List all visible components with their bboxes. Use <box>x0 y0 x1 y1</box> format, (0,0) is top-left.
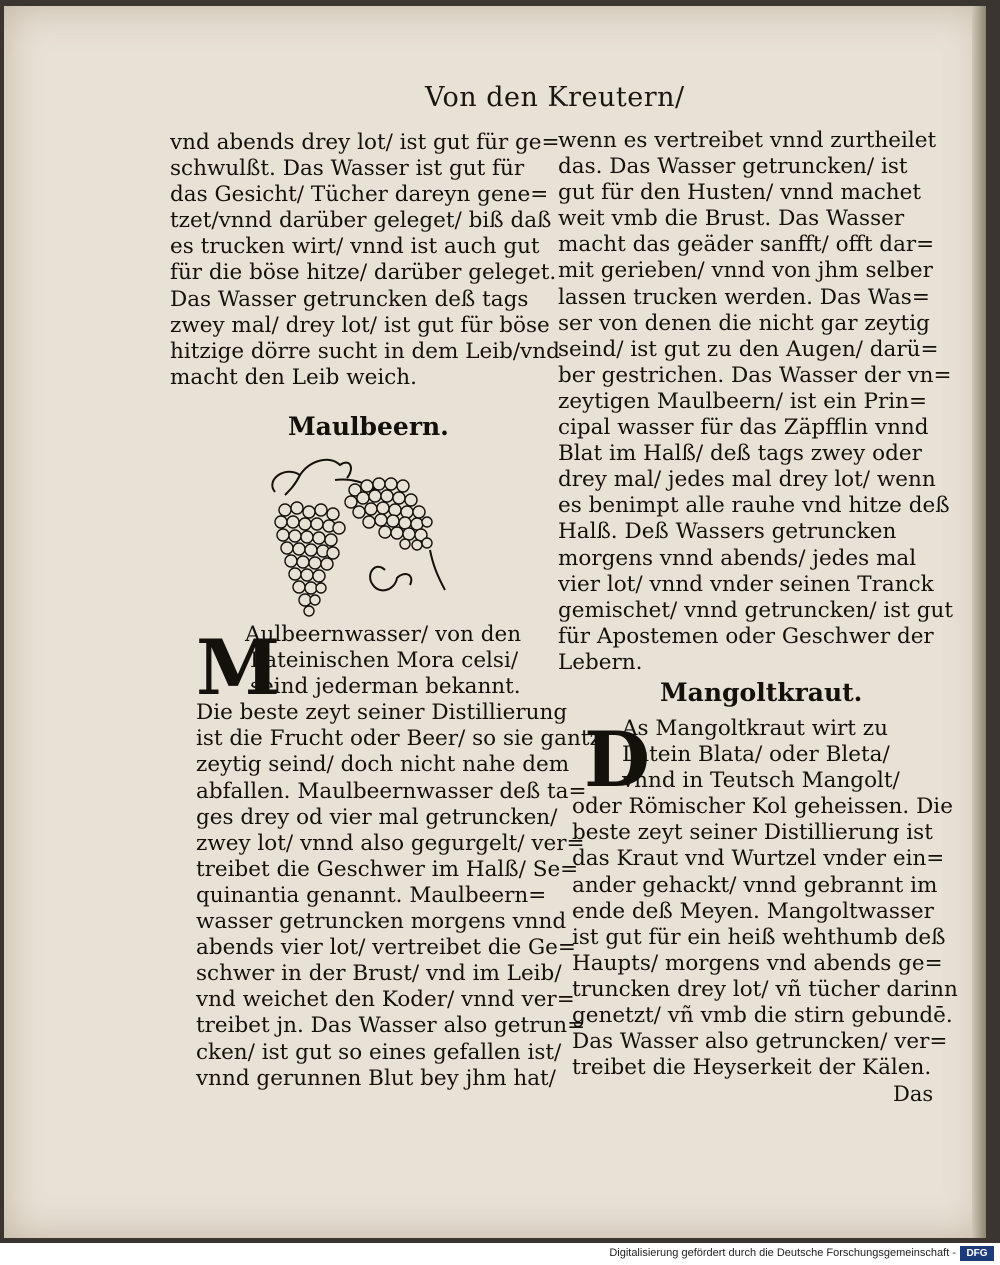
text-line: gut für den Husten/ vnnd machet <box>558 180 921 206</box>
text-line: abfallen. Maulbeernwasser deß ta= <box>196 778 587 804</box>
text-line: für Apostemen oder Geschwer der <box>558 623 934 649</box>
text-line: abends vier lot/ vertreibet die Ge= <box>196 935 576 961</box>
text-line: es benimpt alle rauhe vnd hitze deß <box>558 493 950 519</box>
text-line: ges drey od vier mal getruncken/ <box>196 804 558 830</box>
text-line: das. Das Wasser getruncken/ ist <box>558 154 908 180</box>
left-column-top <box>170 130 560 391</box>
page-edge <box>972 6 986 1238</box>
text-line: quinantia genannt. Maulbeern= <box>196 882 547 908</box>
text-line: cken/ ist gut so eines gefallen ist/ <box>196 1039 562 1065</box>
dfg-logo: DFG <box>960 1246 994 1261</box>
text-line: macht das geäder sanfft/ offt dar= <box>558 232 935 258</box>
text-line: Latein Blata/ oder Bleta/ <box>622 742 890 768</box>
text-line: Die beste zeyt seiner Distillierung <box>196 700 568 726</box>
mulberry-cluster-left <box>275 502 345 616</box>
text-line: genetzt/ vñ vmb die stirn gebundē. <box>572 1003 953 1029</box>
text-line: vnd abends drey lot/ ist gut für ge= <box>170 130 560 155</box>
text-line: treibet die Heyserkeit der Kälen. <box>572 1055 932 1081</box>
text-line: Blat im Halß/ deß tags zwey oder <box>558 441 922 467</box>
right-column-top <box>558 128 953 676</box>
text-line: zwey lot/ vnnd also gegurgelt/ ver= <box>196 830 585 856</box>
text-line: für die böse hitze/ darüber geleget. <box>170 260 557 286</box>
text-line: wasser getruncken morgens vnnd <box>196 909 567 935</box>
text-line: macht den Leib weich. <box>170 364 417 390</box>
text-line: Haupts/ morgens vnd abends ge= <box>572 950 943 976</box>
right-column-bottom <box>572 716 967 1081</box>
text-line: cipal wasser für das Zäpfflin vnnd <box>558 415 929 441</box>
text-line: truncken drey lot/ vñ tücher darinn <box>572 976 958 1002</box>
drop-cap-m: M <box>196 623 281 712</box>
text-line: lassen trucken werden. Das Was= <box>558 284 930 310</box>
text-line: ende deß Meyen. Mangoltwasser <box>572 898 934 924</box>
text-line: drey mal/ jedes mal drey lot/ wenn <box>558 467 936 493</box>
mulberry-cluster-right <box>345 478 432 550</box>
text-line: das Gesicht/ Tücher dareyn gene= <box>170 182 549 208</box>
text-line: vnnd gerunnen Blut bey jhm hat/ <box>196 1065 556 1091</box>
drop-cap-d: D <box>584 715 650 804</box>
running-head: Von den Kreutern/ <box>425 82 685 113</box>
text-line: gemischet/ vnnd getruncken/ ist gut <box>558 597 953 623</box>
text-line: vnd weichet den Koder/ vnnd ver= <box>196 987 575 1013</box>
text-line: wenn es vertreibet vnnd zurtheilet <box>558 128 937 153</box>
text-line: Lateinischen Mora celsi/ <box>250 648 519 674</box>
text-line: seind/ ist gut zu den Augen/ darü= <box>558 336 939 362</box>
text-line: beste zeyt seiner Distillierung ist <box>572 820 933 846</box>
mulberry-woodcut-illustration <box>255 450 460 620</box>
text-line: schwulßt. Das Wasser ist gut für <box>170 156 525 182</box>
text-line: oder Römischer Kol geheissen. Die <box>572 794 953 820</box>
text-line: Das Wasser getruncken deß tags <box>170 286 529 312</box>
text-line: weit vmb die Brust. Das Wasser <box>558 206 905 232</box>
text-line: zwey mal/ drey lot/ ist gut für böse <box>170 312 550 338</box>
text-line: morgens vnnd abends/ jedes mal <box>558 545 917 571</box>
text-line: ist die Frucht oder Beer/ so sie gantz <box>196 726 601 752</box>
text-line: ser von denen die nicht gar zeytig <box>558 310 930 336</box>
text-line: hitzige dörre sucht in dem Leib/vnd <box>170 338 560 364</box>
text-line: zeytigen Maulbeern/ ist ein Prin= <box>558 388 927 414</box>
text-line: treibet die Geschwer im Halß/ Se= <box>196 856 579 882</box>
text-line: vier lot/ vnnd vnder seinen Tranck <box>558 571 934 597</box>
text-line: mit gerieben/ vnnd von jhm selber <box>558 258 933 284</box>
catchword: Das <box>893 1082 934 1106</box>
text-line: Lebern. <box>558 649 643 675</box>
text-line: Das Wasser also getruncken/ ver= <box>572 1029 948 1055</box>
text-line: das Kraut vnd Wurtzel vnder ein= <box>572 846 945 872</box>
footer-bar <box>0 1243 1000 1265</box>
text-line: Halß. Deß Wassers getruncken <box>558 519 897 545</box>
text-line: Aulbeernwasser/ von den <box>245 622 522 647</box>
text-line: As Mangoltkraut wirt zu <box>622 716 888 741</box>
heading-maulbeern: Maulbeern. <box>288 412 449 441</box>
text-line: tzet/vnnd darüber geleget/ biß daß <box>170 208 552 234</box>
text-line: schwer in der Brust/ vnd im Leib/ <box>196 961 562 987</box>
text-line: ist gut für ein heiß wehthumb deß <box>572 924 946 950</box>
text-line: treibet jn. Das Wasser also getrun= <box>196 1013 586 1039</box>
heading-mangoltkraut: Mangoltkraut. <box>660 678 863 707</box>
text-line: vnnd in Teutsch Mangolt/ <box>622 768 900 794</box>
funding-notice: Digitalisierung gefördert durch die Deutsche Forschungsgemeinschaft - <box>609 1247 956 1259</box>
text-line: ander gehackt/ vnnd gebrannt im <box>572 872 938 898</box>
text-line: zeytig seind/ doch nicht nahe dem <box>196 752 570 778</box>
text-line: ber gestrichen. Das Wasser der vn= <box>558 362 952 388</box>
text-line: es trucken wirt/ vnnd ist auch gut <box>170 234 540 260</box>
text-line: seind jederman bekannt. <box>250 674 521 700</box>
